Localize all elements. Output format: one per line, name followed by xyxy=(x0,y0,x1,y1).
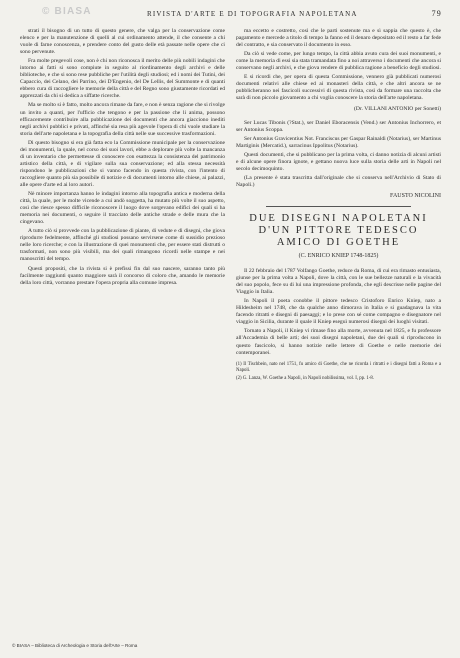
article-subtitle: (C. ENRICO KNIEP 1748-1825) xyxy=(298,252,379,259)
paragraph: Il 22 febbraio del 1787 Volfango Goethe, reduce da Roma, di cui era rimasto entusiasta, giunse per la prima volta a Napoli, dove la città, con le sue bellezze naturali e la vivacità del suo popolo, fece su di lui una impressione profonda, che egli descrisse nelle pagine del Viaggio in Italia. xyxy=(236,268,441,296)
paragraph: strati il bisogno di un tutto di questo genere, che valga per la conservazione come elenco e per la manutenzione di quelli al cui ordinamento attende, il che consente a chi vuole di farne conoscenza, e prendere conto del gusto delle età passate nelle opere che ci sono pervenute. xyxy=(20,28,225,56)
section-divider xyxy=(266,206,411,207)
footnotes xyxy=(236,362,441,382)
paragraph: Tornato a Napoli, il Kniep vi rimase fino alla morte, avvenuta nel 1825, e fu professore all'Accademia di belle arti; dei suoi disegni napoletani, due dei quali si riproducono in questo fascicolo, si hanno notizie nelle lettere di Goethe e nelle memorie dei contemporanei. xyxy=(236,328,441,356)
article-title: DUE DISEGNI NAPOLETANI D'UN PITTORE TEDESCO AMICO DI GOETHE xyxy=(249,212,428,248)
paragraph: Fra molte pregevoli cose, non è chi non riconosca il merito delle più nobili indagini che intorno ai fatti si sono compiute in seguito al riordinamento degli archivi e delle biblioteche, e che si sono rese pubbliche per l'utilità degli studiosi; ed i nomi dei Tutini, dei Capaccio, dei Celano, dei Parrino, dei D'Engenio, del De Lellis, del Summonte e di quanti ebbero cura di raccogliere le memorie della città e del Regno sono giustamente ricordati ed apprezzati da chi si dedica a siffatte ricerche. xyxy=(20,58,225,100)
paragraph: E si ricordi che, per opera di questa Commissione, vennero già pubblicati numerosi documenti relativi alle chiese ed ai monasteri della città, e che altri ancora se ne pubblicheranno nei fascicoli successivi di questa rivista, così da formare una raccolta che sarà di non piccolo giovamento a chi voglia conoscere la storia dell'arte napoletana. xyxy=(236,74,441,102)
journal-page xyxy=(12,8,448,648)
paragraph: Ser Antonius Gravicentius Not. Franciscus per Gaspar Rainaldi (Notarius), ser Martinus Martiginis (Mercatid.), sarracinus Ippolitus (Notarius). xyxy=(236,135,441,149)
paragraph: (La presente è stata trascritta dall'originale che si conserva nell'Archivio di Stato di Napoli.) xyxy=(236,174,441,188)
copyright-footer: © BIASA – Biblioteca di Archeologia e Storia dell'Arte – Roma xyxy=(12,643,138,648)
running-title: RIVISTA D'ARTE E DI TOPOGRAFIA NAPOLETANA xyxy=(147,10,358,18)
signature-note: (Dr. VILLANI ANTONIO per Sonetti) xyxy=(354,106,441,113)
paragraph: Questi documenti, che si pubblicano per la prima volta, ci danno notizia di alcuni artisti e di alcune opere finora ignote, e gettano nuova luce sulla storia delle arti in Napoli nel secolo decimoquinto. xyxy=(236,151,441,172)
paragraph: Questi propositi, che la rivista si è prefissi fin dal suo nascere, saranno tanto più facilmente raggiunti quanto maggiore sarà il concorso di coloro che, amando le memorie della loro città, vorranno prestare l'opera propria alla comune impresa. xyxy=(20,265,225,286)
running-header xyxy=(12,8,448,24)
footnote: (2) G. Lanza, W. Goethe a Napoli, in Napoli nobilissima, vol. I, pp. 1-8. xyxy=(236,375,375,381)
author-signature: FAUSTO NICOLINI xyxy=(390,192,441,199)
paragraph: Da ciò si vede come, per lungo tempo, la città abbia avuto cura dei suoi monumenti, e come la memoria di essi sia stata tramandata fino a noi attraverso i documenti che ancora si conservano negli archivi, e che giova rendere di pubblica ragione a beneficio degli studiosi. xyxy=(236,51,441,72)
page-number: 79 xyxy=(431,9,442,18)
watermark-text: © BIASA xyxy=(42,6,92,17)
paragraph: Di questo bisogno si era già fatta eco la Commissione municipale per la conservazione dei monumenti, la quale, nel corso dei suoi lavori, ebbe a deplorare più volte la mancanza di un inventario che permettesse di conoscere con esattezza la consistenza del patrimonio artistico della città, e di vigilare sulla sua conservazione; ed alla stessa necessità rispondono le pubblicazioni che si vanno facendo in questa rivista, con l'intento di raccogliere quanto più sia possibile di notizie e di documenti intorno alle chiese, ai palazzi, alle opere d'arte ed ai loro autori. xyxy=(20,139,225,188)
paragraph: Ma se molto si è fatto, molto ancora rimane da fare, e non è senza ragione che si rivolge un invito a quanti, per l'ufficio che tengono e per la passione che li anima, possono efficacemente contribuire alla pubblicazione dei documenti che ancora giacciono inediti negli archivi pubblici e privati, affinché sia resa più agevole l'opera di chi vuole studiare la storia dell'arte napoletana e la topografia della città nelle sue successive trasformazioni. xyxy=(20,102,225,137)
paragraph: A tutto ciò si provvede con la pubblicazione di piante, di vedute e di disegni, che giova riprodurre fedelmente, affinché gli studiosi possano servirsene come di sussidio prezioso nelle loro ricerche; e con la illustrazione di quei monumenti che, per essere stati distrutti o trasformati, non sono più visibili, ma dei quali rimangono ricordi nelle stampe e nei manoscritti del tempo. xyxy=(20,228,225,263)
left-column xyxy=(20,28,225,648)
right-column xyxy=(236,28,441,648)
paragraph: In Napoli il poeta conobbe il pittore tedesco Cristoforo Enrico Kniep, nato a Hildesheim nel 1748, che da qualche anno dimorava in Italia e si guadagnava la vita facendo ritratti e disegni di paesaggi; e lo prese con sé come compagno e disegnatore nel viaggio in Sicilia, durante il quale il Kniep eseguì numerosi disegni dei luoghi visitati. xyxy=(236,298,441,326)
paragraph: ma eccetto e costretto, così che le parti sostenute ma e sì sappia che questo è, che pagamento e mercede a titolo di tempo la fanno ed il denaro depositato ed il resto a far fede del contratto, e sia conservato il documento in esso. xyxy=(236,28,441,49)
paragraph: Ser Lucas Tibonis (?Stat.), ser Daniel Eboracensis (Vend.) ser Antonius Inchorrero, et ser Antonius Scoppa. xyxy=(236,119,441,133)
footnote: (1) Il Tischbein, nato nel 1751, fu amico di Goethe, che ne ricorda i ritratti e i disegni fatti a Roma e a Napoli. xyxy=(236,361,441,373)
paragraph: Nè minore importanza hanno le indagini intorno alla topografia antica e moderna della città, la quale, per le molte vicende a cui andò soggetta, ha mutato più volte il suo aspetto, così che riesce spesso difficile riconoscere il luogo dove sorgevano edifici dei quali si ha memoria nei documenti, o seguire il tracciato delle antiche strade e delle mura che la cingevano. xyxy=(20,191,225,226)
